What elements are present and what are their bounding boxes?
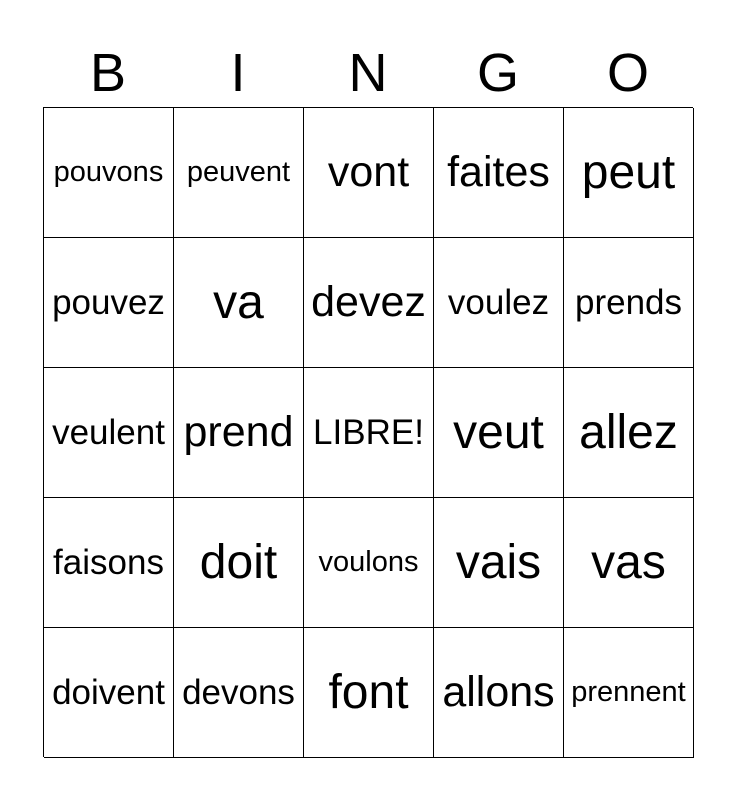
header-letter-i: I	[230, 43, 246, 103]
header-letter-g: G	[476, 43, 519, 103]
bingo-cell[interactable]: devez	[304, 238, 434, 368]
bingo-cell[interactable]: faites	[434, 108, 564, 238]
bingo-cell[interactable]: devons	[174, 628, 304, 758]
bingo-cell[interactable]: voulez	[434, 238, 564, 368]
bingo-cell[interactable]: doit	[174, 498, 304, 628]
bingo-cell[interactable]: peut	[564, 108, 694, 238]
bingo-cell[interactable]: va	[174, 238, 304, 368]
header-letter-o: O	[606, 43, 649, 103]
bingo-cell[interactable]: vais	[434, 498, 564, 628]
bingo-cell[interactable]: vont	[304, 108, 434, 238]
bingo-cell[interactable]: allez	[564, 368, 694, 498]
bingo-cell[interactable]: pouvons	[44, 108, 174, 238]
bingo-cell[interactable]: prend	[174, 368, 304, 498]
free-space-cell[interactable]: LIBRE!	[304, 368, 434, 498]
bingo-header	[43, 38, 693, 108]
bingo-cell[interactable]: veut	[434, 368, 564, 498]
bingo-cell[interactable]: font	[304, 628, 434, 758]
header-letter-b: B	[89, 43, 127, 103]
bingo-cell[interactable]: faisons	[44, 498, 174, 628]
bingo-cell[interactable]: prennent	[564, 628, 694, 758]
bingo-cell[interactable]: vas	[564, 498, 694, 628]
bingo-cell[interactable]: pouvez	[44, 238, 174, 368]
bingo-cell[interactable]: prends	[564, 238, 694, 368]
bingo-cell[interactable]: doivent	[44, 628, 174, 758]
header-letter-n: N	[348, 43, 388, 103]
bingo-cell[interactable]: allons	[434, 628, 564, 758]
bingo-cell[interactable]: voulons	[304, 498, 434, 628]
bingo-cell[interactable]: peuvent	[174, 108, 304, 238]
bingo-cell[interactable]: veulent	[44, 368, 174, 498]
bingo-board	[43, 107, 693, 757]
